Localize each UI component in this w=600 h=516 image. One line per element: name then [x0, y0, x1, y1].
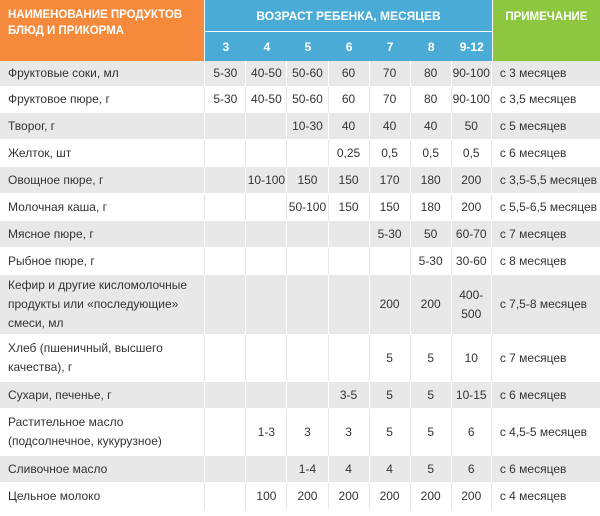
note-cell: с 8 месяцев — [492, 248, 600, 275]
amount-cell: 5-30 — [205, 87, 246, 113]
amount-cell: 50 — [411, 221, 452, 248]
table-row — [0, 382, 600, 409]
table-header — [0, 0, 600, 61]
amount-cell: 3 — [287, 409, 328, 456]
table-row — [0, 140, 600, 167]
amount-cell — [287, 335, 328, 382]
amount-cell: 4 — [329, 456, 370, 483]
product-name-cell: Хлеб (пшеничный, высшего качества), г — [0, 335, 205, 382]
amount-cell — [329, 221, 370, 248]
amount-cell: 200 — [329, 483, 370, 510]
amount-cell: 60 — [329, 87, 370, 113]
amount-cell — [329, 248, 370, 275]
amount-cell: 200 — [411, 483, 452, 510]
note-cell: с 5 месяцев — [492, 113, 600, 140]
amount-cell: 5-30 — [411, 248, 452, 275]
note-cell: с 5,5-6,5 месяцев — [492, 194, 600, 221]
amount-cell — [205, 194, 246, 221]
age-column-header: ВОЗРАСТ РЕБЕНКА, МЕСЯЦЕВ — [205, 0, 492, 32]
product-name-cell: Рыбное пюре, г — [0, 248, 205, 275]
amount-cell: 40 — [329, 113, 370, 140]
amount-cell — [205, 275, 246, 335]
note-cell: с 3,5-5,5 месяцев — [492, 167, 600, 194]
amount-cell: 30-60 — [452, 248, 492, 275]
amount-cell: 0,5 — [370, 140, 411, 167]
product-name-cell: Цельное молоко — [0, 483, 205, 510]
amount-cell: 1-3 — [246, 409, 287, 456]
amount-cell: 50 — [452, 113, 492, 140]
amount-cell: 80 — [411, 87, 452, 113]
table-row — [0, 87, 600, 113]
month-header: 6 — [329, 32, 370, 61]
amount-cell: 200 — [452, 167, 492, 194]
amount-cell — [205, 140, 246, 167]
note-cell: с 4,5-5 месяцев — [492, 409, 600, 456]
amount-cell: 200 — [411, 275, 452, 335]
amount-cell: 80 — [411, 61, 452, 87]
amount-cell: 50-60 — [287, 87, 328, 113]
amount-cell: 6 — [452, 409, 492, 456]
amount-cell — [329, 335, 370, 382]
amount-cell: 5 — [370, 409, 411, 456]
amount-cell: 180 — [411, 167, 452, 194]
amount-cell: 0,25 — [329, 140, 370, 167]
amount-cell: 50-60 — [287, 61, 328, 87]
note-cell: с 3,5 месяцев — [492, 87, 600, 113]
product-name-cell: Сливочное масло — [0, 456, 205, 483]
note-cell: с 7,5-8 месяцев — [492, 275, 600, 335]
amount-cell: 70 — [370, 87, 411, 113]
amount-cell: 10-15 — [452, 382, 492, 409]
month-header: 9-12 — [452, 32, 492, 61]
amount-cell: 5-30 — [205, 61, 246, 87]
amount-cell: 200 — [287, 483, 328, 510]
note-cell: с 7 месяцев — [492, 335, 600, 382]
amount-cell — [246, 113, 287, 140]
amount-cell: 60-70 — [452, 221, 492, 248]
amount-cell: 180 — [411, 194, 452, 221]
note-cell: с 3 месяцев — [492, 61, 600, 87]
amount-cell — [246, 140, 287, 167]
amount-cell: 150 — [329, 194, 370, 221]
amount-cell — [246, 194, 287, 221]
amount-cell: 90-100 — [452, 87, 492, 113]
amount-cell — [246, 335, 287, 382]
table-row — [0, 221, 600, 248]
note-cell: с 6 месяцев — [492, 456, 600, 483]
amount-cell — [246, 248, 287, 275]
amount-cell: 4 — [370, 456, 411, 483]
amount-cell — [205, 483, 246, 510]
amount-cell: 0,5 — [452, 140, 492, 167]
amount-cell: 40 — [370, 113, 411, 140]
product-name-cell: Овощное пюре, г — [0, 167, 205, 194]
amount-cell — [205, 167, 246, 194]
amount-cell: 3-5 — [329, 382, 370, 409]
table-row — [0, 194, 600, 221]
table-row — [0, 61, 600, 87]
amount-cell: 400-500 — [452, 275, 492, 335]
amount-cell: 5 — [411, 382, 452, 409]
month-header: 5 — [287, 32, 328, 61]
amount-cell: 90-100 — [452, 61, 492, 87]
table-row — [0, 113, 600, 140]
amount-cell: 50-100 — [287, 194, 328, 221]
amount-cell: 0,5 — [411, 140, 452, 167]
product-column-header: НАИМЕНОВАНИЕ ПРОДУКТОВ БЛЮД И ПРИКОРМА — [0, 0, 205, 61]
product-name-cell: Молочная каша, г — [0, 194, 205, 221]
amount-cell: 10-30 — [287, 113, 328, 140]
amount-cell — [287, 221, 328, 248]
amount-cell: 1-4 — [287, 456, 328, 483]
amount-cell: 5 — [411, 456, 452, 483]
amount-cell: 3 — [329, 409, 370, 456]
amount-cell — [246, 456, 287, 483]
amount-cell — [370, 248, 411, 275]
amount-cell — [205, 382, 246, 409]
product-name-cell: Фруктовые соки, мл — [0, 61, 205, 87]
amount-cell — [287, 140, 328, 167]
amount-cell: 10 — [452, 335, 492, 382]
amount-cell: 40-50 — [246, 87, 287, 113]
amount-cell — [205, 409, 246, 456]
amount-cell — [329, 275, 370, 335]
amount-cell: 200 — [370, 275, 411, 335]
table-row — [0, 167, 600, 194]
amount-cell: 5-30 — [370, 221, 411, 248]
amount-cell: 170 — [370, 167, 411, 194]
amount-cell — [246, 275, 287, 335]
table-row — [0, 248, 600, 275]
amount-cell: 5 — [370, 382, 411, 409]
amount-cell: 200 — [370, 483, 411, 510]
product-name-cell: Творог, г — [0, 113, 205, 140]
amount-cell: 40-50 — [246, 61, 287, 87]
amount-cell — [205, 221, 246, 248]
amount-cell: 10-100 — [246, 167, 287, 194]
table-row — [0, 456, 600, 483]
amount-cell — [287, 382, 328, 409]
product-name-cell: Фруктовое пюре, г — [0, 87, 205, 113]
amount-cell: 70 — [370, 61, 411, 87]
amount-cell: 5 — [411, 409, 452, 456]
amount-cell: 5 — [370, 335, 411, 382]
amount-cell — [246, 221, 287, 248]
amount-cell: 150 — [287, 167, 328, 194]
product-name-cell: Кефир и другие кисломолочные продукты или «последующие» смеси, мл — [0, 275, 205, 335]
amount-cell: 150 — [370, 194, 411, 221]
amount-cell — [205, 456, 246, 483]
note-cell: с 6 месяцев — [492, 382, 600, 409]
table-body — [0, 61, 600, 510]
product-name-cell: Растительное масло (подсолнечное, кукурузное) — [0, 409, 205, 456]
amount-cell: 40 — [411, 113, 452, 140]
note-cell: с 7 месяцев — [492, 221, 600, 248]
amount-cell — [287, 248, 328, 275]
amount-cell: 60 — [329, 61, 370, 87]
month-header: 4 — [246, 32, 287, 61]
month-header: 7 — [370, 32, 411, 61]
amount-cell: 5 — [411, 335, 452, 382]
amount-cell — [205, 335, 246, 382]
product-name-cell: Сухари, печенье, г — [0, 382, 205, 409]
table-row — [0, 275, 600, 335]
amount-cell — [205, 113, 246, 140]
table-row — [0, 335, 600, 382]
note-cell: с 4 месяцев — [492, 483, 600, 510]
amount-cell: 200 — [452, 194, 492, 221]
amount-cell — [287, 275, 328, 335]
note-column-header: ПРИМЕЧАНИЕ — [492, 0, 600, 61]
amount-cell: 150 — [329, 167, 370, 194]
month-header: 8 — [411, 32, 452, 61]
amount-cell: 200 — [452, 483, 492, 510]
table-row — [0, 483, 600, 510]
product-name-cell: Мясное пюре, г — [0, 221, 205, 248]
amount-cell — [246, 382, 287, 409]
table-row — [0, 409, 600, 456]
note-cell: с 6 месяцев — [492, 140, 600, 167]
amount-cell: 6 — [452, 456, 492, 483]
amount-cell — [205, 248, 246, 275]
amount-cell: 100 — [246, 483, 287, 510]
product-name-cell: Желток, шт — [0, 140, 205, 167]
month-header: 3 — [205, 32, 246, 61]
